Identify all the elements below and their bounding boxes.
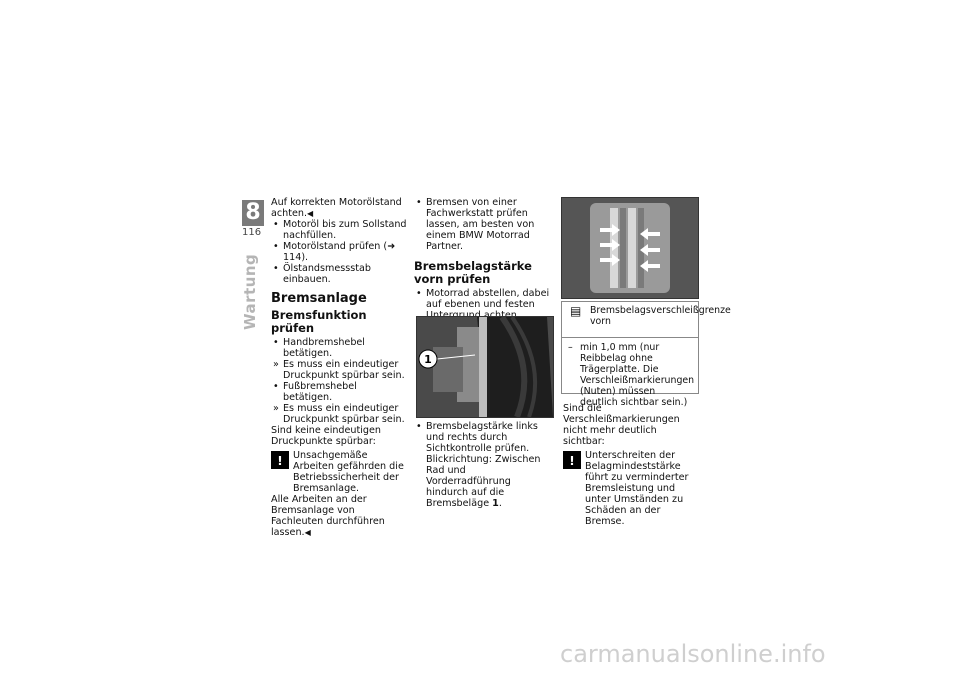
warning-block-pads: ! Unterschreiten der Belagmindeststärke führt zu verminderter Bremsleistung und unter Umständen zu Schäden an der Bremse.: [563, 450, 699, 527]
step-dipstick: • Ölstandsmessstab einbauen.: [271, 263, 407, 285]
step-park: • Motorrad abstellen, dabei auf ebenen und festen: [414, 288, 552, 321]
warning-continuation: Alle Arbeiten an der Bremsanlage von Fachleuten durchführen lassen.◀: [271, 494, 385, 538]
warning-block: ! Unsachgemäße Arbeiten gefährden die Betriebssicherheit der Bremsanlage.: [271, 450, 407, 494]
column-left: [271, 197, 407, 538]
result-hand-brake: » Es muss ein eindeutiger Druckpunkt spürbar sein.: [271, 359, 407, 381]
front-wheel-photo: [416, 316, 554, 418]
front-wheel-illustration: [417, 317, 553, 417]
section-heading-brakes: Bremsanlage: [271, 291, 367, 306]
subheading-brake-function: Bremsfunktion prüfen: [271, 308, 367, 335]
spec-value: – min 1,0 mm (nur Reibbelag ohne Trägerplatte. Die Verschleißmarkierungen (Nuten) müssen deutlich sichtbar sein.): [568, 342, 695, 408]
column-right-lower: [563, 403, 699, 527]
watermark: carmanualsonline.info: [560, 640, 826, 668]
spec-box: [561, 301, 731, 408]
step-workshop: • Bremsen von einer Fachwerkstatt prüfen lassen, am besten von einem BMW Motorrad Partner.: [414, 197, 552, 252]
no-pressure-text: Sind keine eindeutigen Druckpunkte spürbar:: [271, 425, 382, 447]
figure-label: 1: [424, 353, 432, 366]
step-foot-brake: • Fußbremshebel betätigen.: [271, 381, 407, 403]
end-mark-icon: ◀: [304, 528, 311, 537]
marks-note: Sind die Verschleißmarkierungen nicht mehr deutlich sichtbar:: [563, 403, 680, 447]
spec-header: ▤ Bremsbelagsverschleißgrenze vorn: [562, 302, 698, 338]
step-visual-check: • Bremsbelagstärke links und rechts durch Sichtkontrolle prüfen. Blickrichtung: Zwischen Rad und Vorderradführung hindurch auf die Bremsbeläge 1.: [414, 421, 552, 509]
chapter-title: Wartung: [241, 253, 259, 330]
spec-dash-icon: –: [568, 342, 573, 353]
brake-pad-wear-icon: ▤: [570, 304, 582, 318]
step-check-level: • Motorölstand prüfen (➜ 114).: [271, 241, 407, 263]
brake-pad-photo: [561, 197, 699, 299]
step-refill: • Motoröl bis zum Sollstand nachfüllen.: [271, 219, 407, 241]
warning-icon: !: [563, 451, 581, 469]
warning-icon: !: [271, 451, 289, 469]
subheading-pad-thickness: Bremsbelagstärke vorn prüfen: [414, 259, 532, 286]
step-hand-brake: • Handbremshebel betätigen.: [271, 337, 407, 359]
arrow-ref-icon: ➜: [387, 241, 396, 252]
intro-text: Auf korrekten Motorölstand achten.◀: [271, 197, 402, 219]
page-ref-link[interactable]: 114: [283, 252, 302, 263]
chapter-number: 8: [242, 200, 264, 226]
column-middle-lower: [414, 421, 552, 509]
page-number: 116: [242, 227, 262, 238]
end-mark-icon: ◀: [307, 209, 314, 218]
result-foot-brake: » Es muss ein eindeutiger Druckpunkt spürbar sein.: [271, 403, 407, 425]
brake-pad-illustration: [562, 198, 698, 298]
column-middle: [414, 197, 552, 321]
